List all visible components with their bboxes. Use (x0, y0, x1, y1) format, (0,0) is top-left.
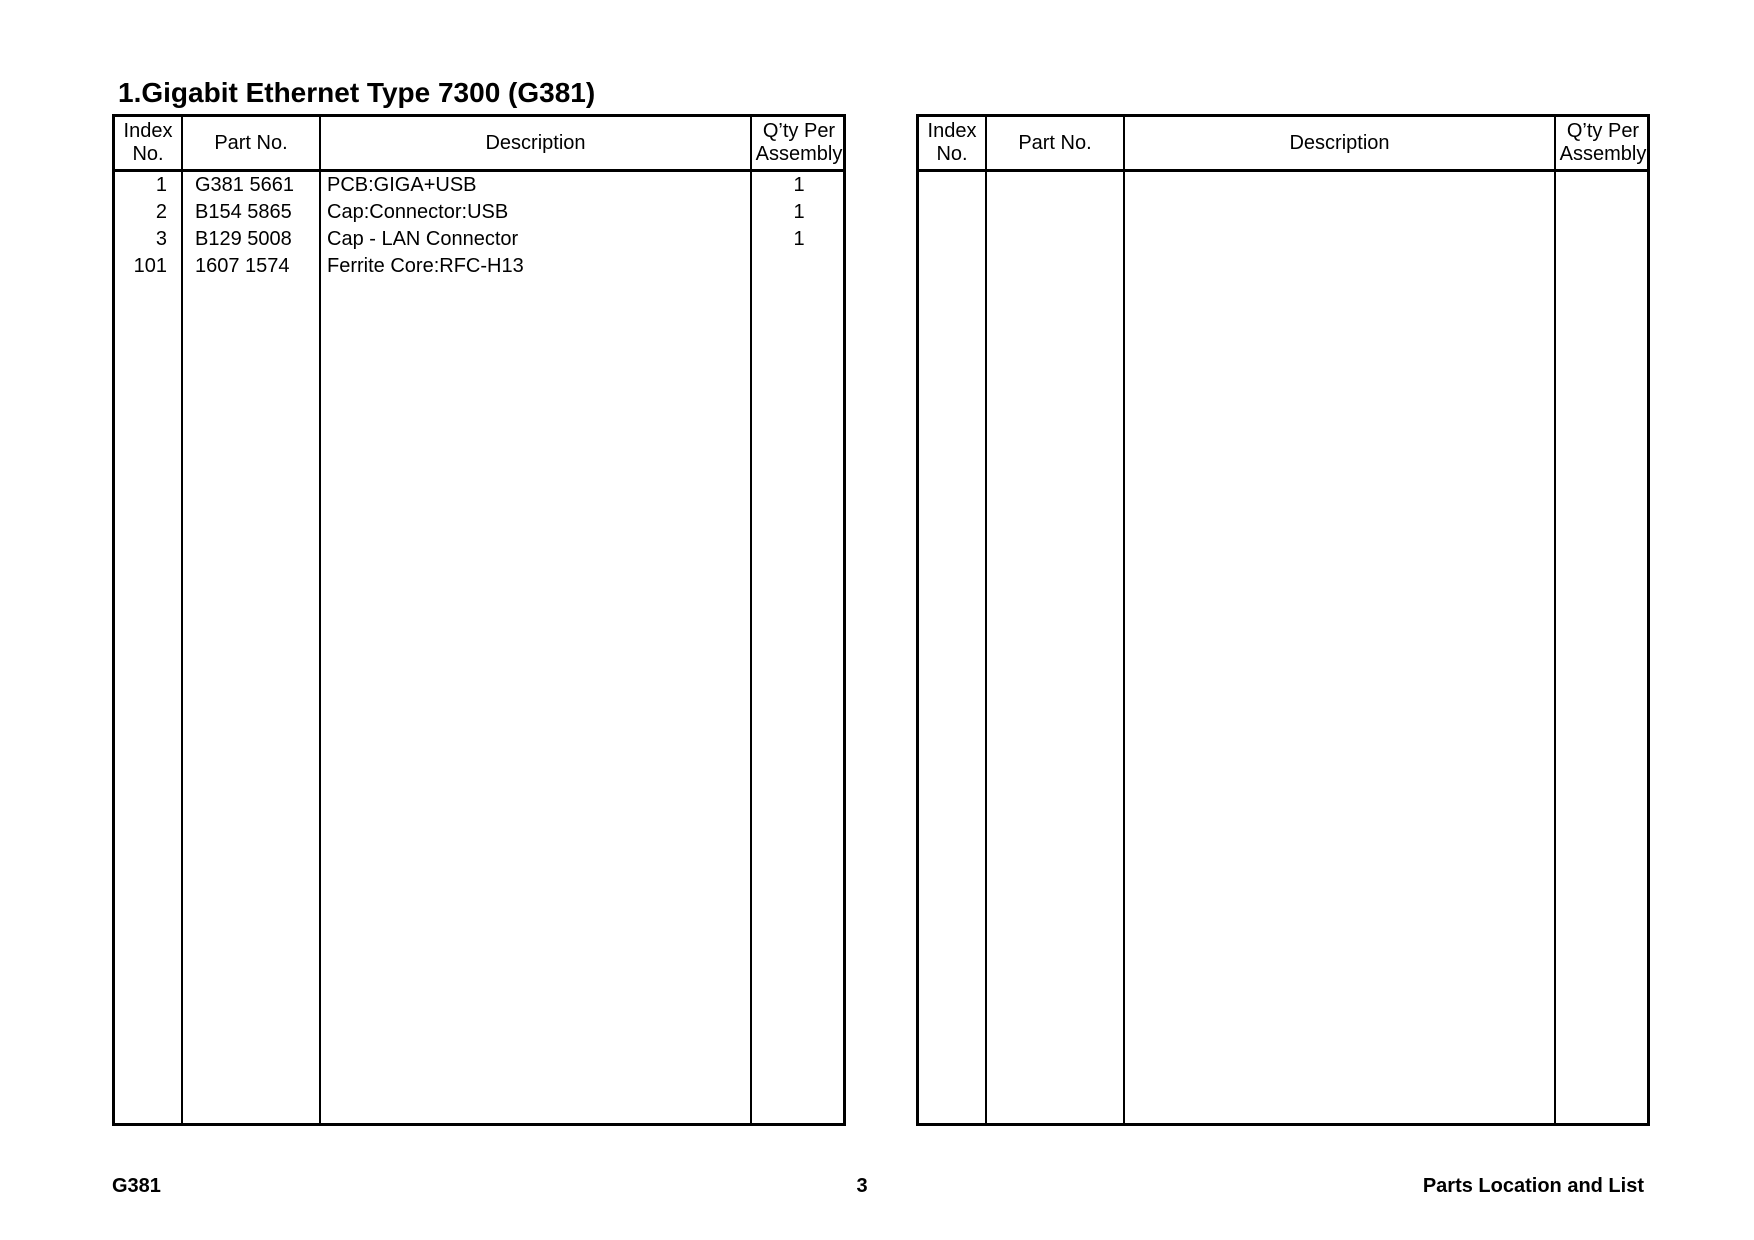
table-body (115, 172, 843, 280)
cell-qty: 1 (793, 228, 805, 250)
header-qty-line2: Assembly (1559, 143, 1647, 165)
page-title: 1.Gigabit Ethernet Type 7300 (G381) (118, 77, 596, 108)
cell-index: 101 (133, 255, 167, 277)
footer-model-code: G381 (112, 1175, 161, 1197)
cell-description: Ferrite Core:RFC-H13 (327, 255, 524, 277)
cell-qty: 1 (793, 174, 805, 196)
table-row (115, 199, 843, 226)
cell-part-no: 1607 1574 (195, 255, 290, 277)
header-qty-per-assembly (752, 117, 846, 169)
table-row (115, 253, 843, 280)
header-description: Description (485, 131, 586, 154)
column-divider (985, 117, 987, 1123)
cell-part-no: G381 5661 (195, 174, 294, 196)
header-index-no (115, 117, 181, 169)
cell-description: Cap - LAN Connector (327, 228, 519, 250)
header-description: Description (1289, 131, 1390, 154)
parts-table-left (112, 114, 846, 1126)
cell-part-no: B129 5008 (195, 228, 292, 250)
header-index-line1: Index (927, 120, 977, 142)
cell-description: PCB:GIGA+USB (327, 174, 477, 196)
table-row (115, 226, 843, 253)
header-qty-line1: Q’ty Per (762, 120, 836, 142)
column-divider (1554, 117, 1556, 1123)
header-qty-line2: Assembly (755, 143, 843, 165)
header-divider (919, 169, 1647, 172)
footer-page-number: 3 (856, 1175, 868, 1197)
header-part-no: Part No. (214, 131, 288, 154)
cell-qty: 1 (793, 201, 805, 223)
header-part-no: Part No. (1018, 131, 1092, 154)
cell-part-no: B154 5865 (195, 201, 292, 223)
header-index-no (919, 117, 985, 169)
header-index-line1: Index (123, 120, 173, 142)
column-divider (1123, 117, 1125, 1123)
cell-index: 2 (155, 201, 167, 223)
cell-description: Cap:Connector:USB (327, 201, 509, 223)
header-qty-per-assembly (1556, 117, 1650, 169)
table-row (115, 172, 843, 199)
header-index-line2: No. (132, 143, 164, 165)
parts-table-right (916, 114, 1650, 1126)
cell-index: 1 (155, 174, 167, 196)
cell-index: 3 (155, 228, 167, 250)
header-index-line2: No. (936, 143, 968, 165)
footer-section-title: Parts Location and List (1422, 1175, 1644, 1197)
header-qty-line1: Q’ty Per (1566, 120, 1640, 142)
